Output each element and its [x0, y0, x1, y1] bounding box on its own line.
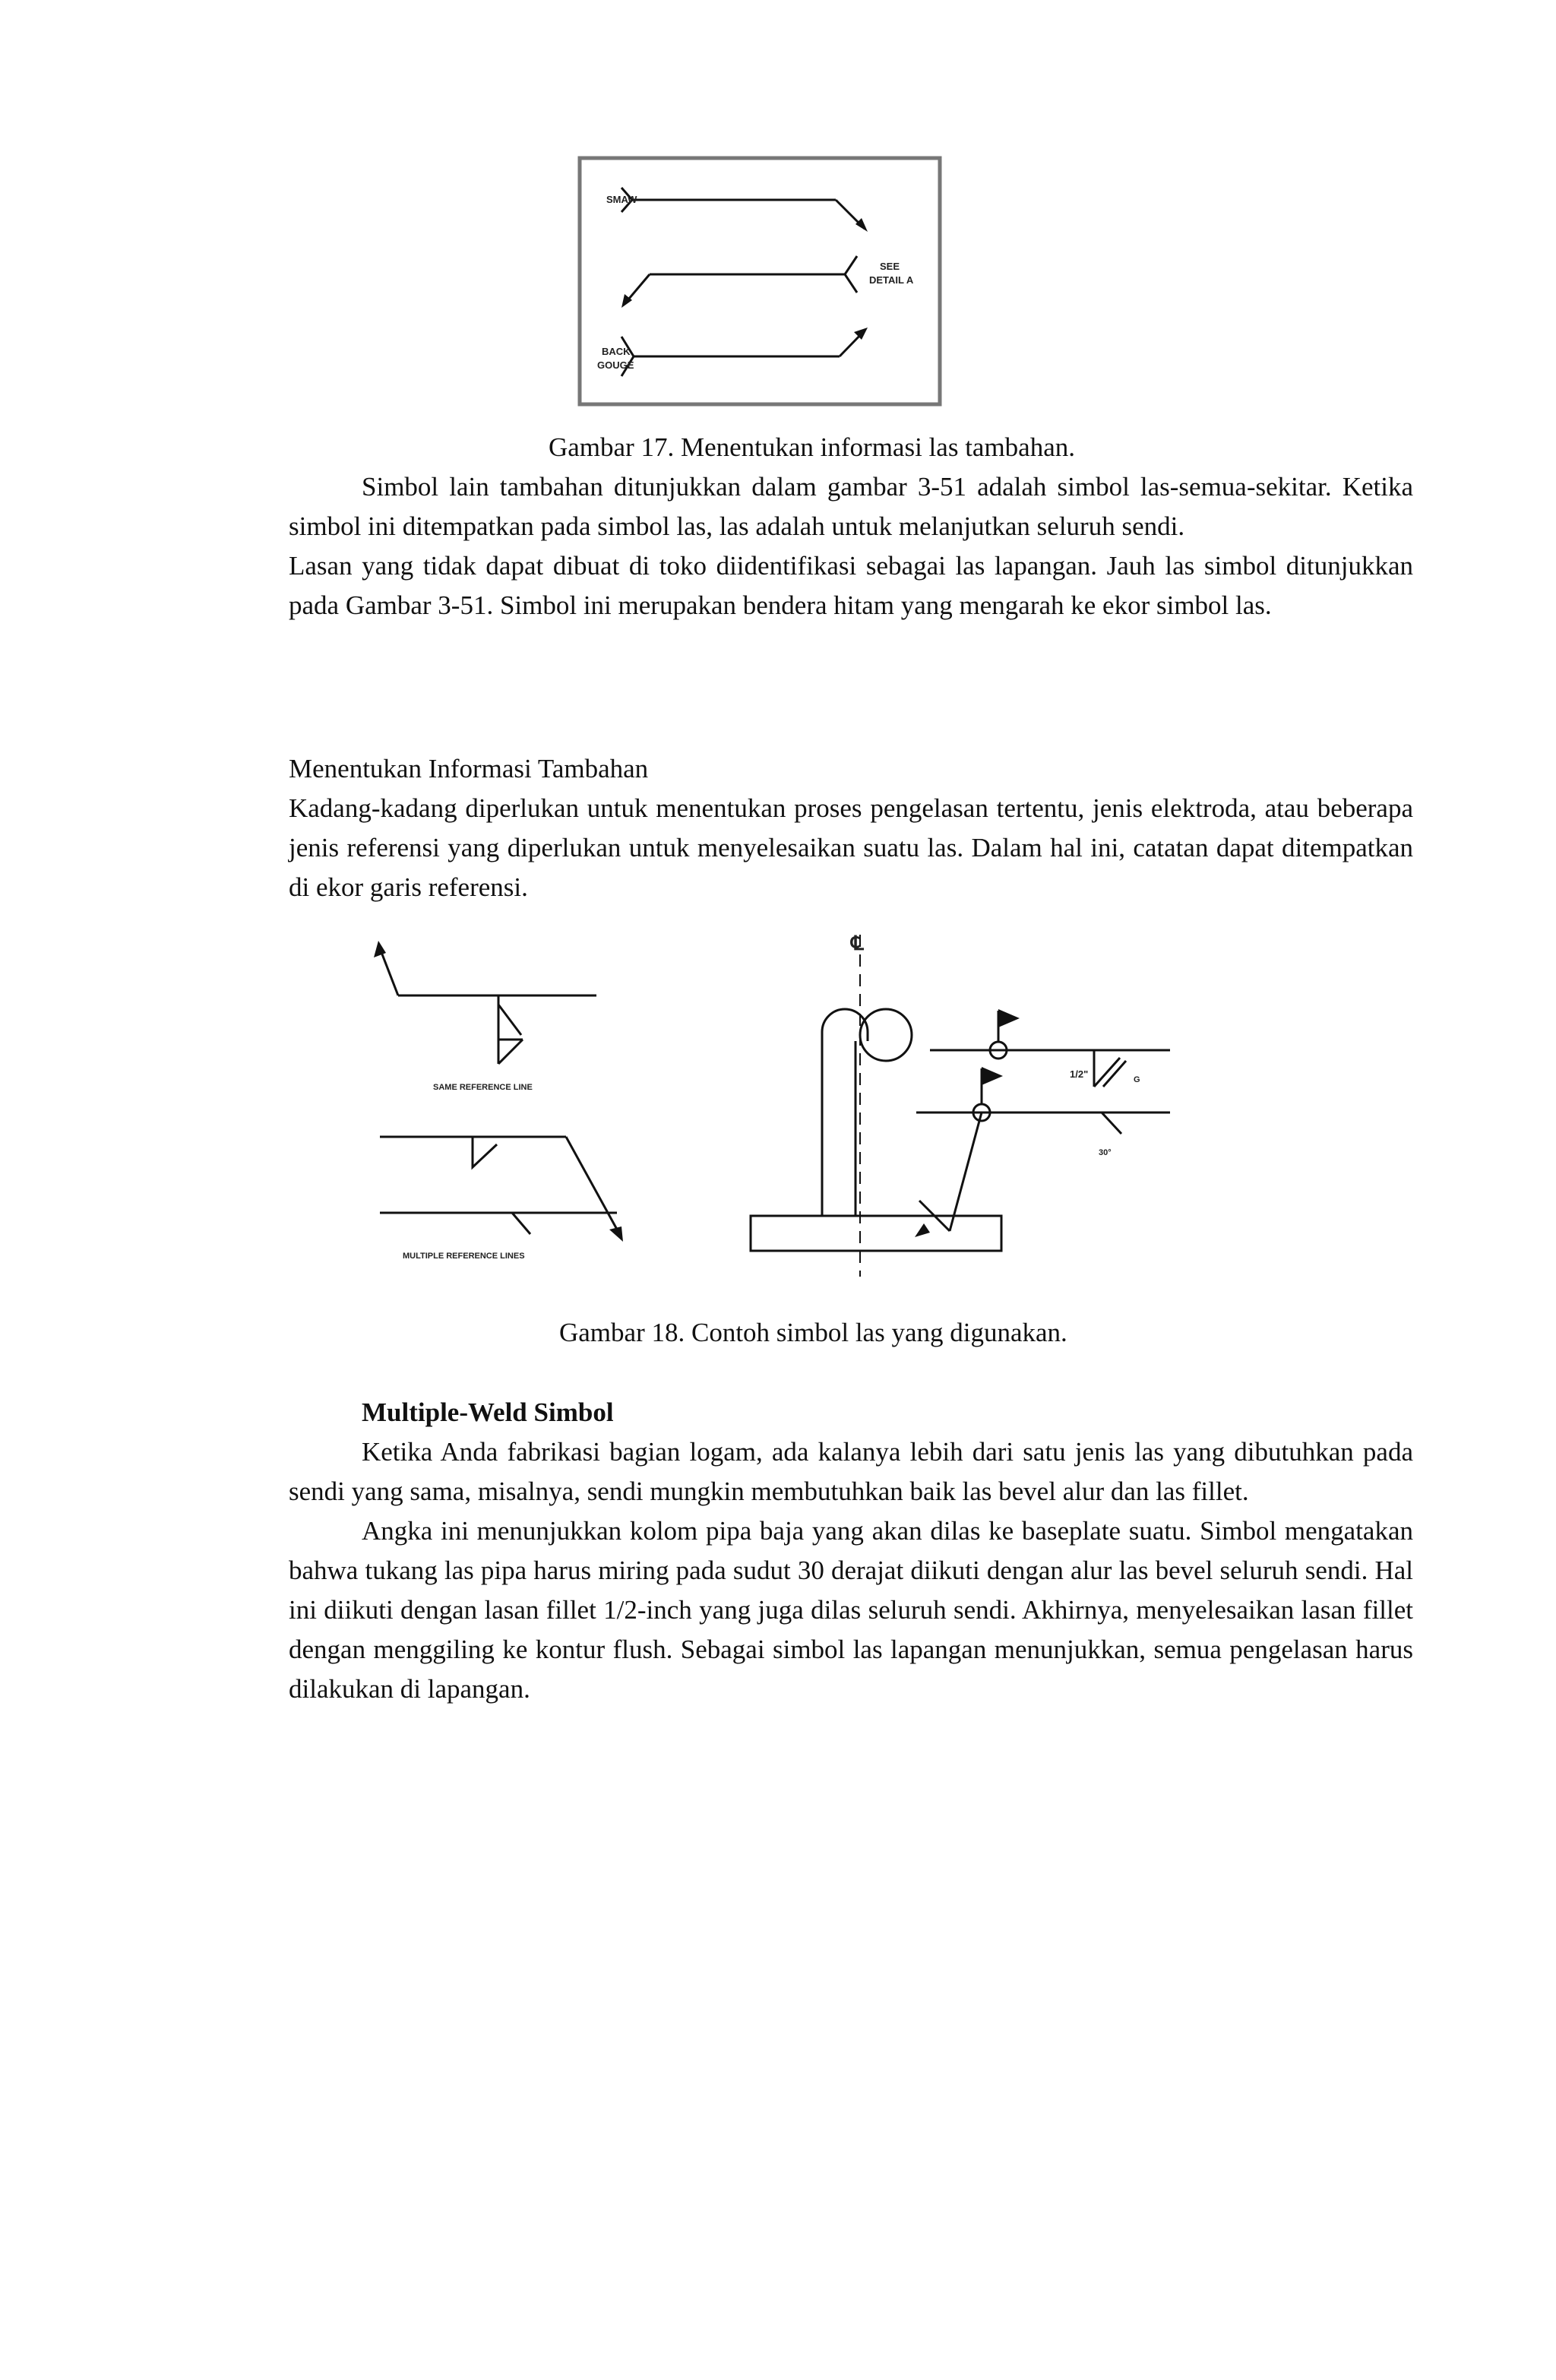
section-heading: Multiple-Weld Simbol [362, 1397, 614, 1427]
pipe-column-drawing [751, 935, 1170, 1277]
figure-18-caption: Gambar 18. Contoh simbol las yang digunakan. [559, 1318, 1067, 1347]
figure-18-drawing [365, 927, 1185, 1292]
label-smaw: SMAW [606, 194, 637, 205]
label-half-inch: 1/2" [1070, 1068, 1089, 1080]
label-multiple-reference-lines: MULTIPLE REFERENCE LINES [403, 1252, 525, 1261]
paragraph: Simbol lain tambahan ditunjukkan dalam gambar 3-51 adalah simbol las-semua-sekitar. Ketika simbol ini ditempatkan pada simbol las, las adalah untuk melanjutkan seluruh sendi. [289, 472, 1413, 541]
label-g: G [1134, 1075, 1140, 1084]
field-weld-flag-icon [982, 1067, 1003, 1085]
centerline-icon: ℄ [851, 932, 864, 954]
figure-17-drawing [577, 156, 942, 407]
paragraph: Angka ini menunjukkan kolom pipa baja yang akan dilas ke baseplate suatu. Simbol mengatakan bahwa tukang las pipa harus miring pada sudut 30 derajat diikuti dengan alur las bevel seluruh sendi. Hal ini diikuti dengan lasan fillet 1/2-inch yang juga dilas seluruh sendi. Akhirnya, menyelesaikan lasan fillet dengan menggiling ke kontur flush. Sebagai simbol las lapangan menunjukkan, semua pengelasan harus dilakukan di lapangan. [289, 1516, 1413, 1704]
label-thirty-degrees: 30° [1099, 1148, 1112, 1157]
paragraph: Lasan yang tidak dapat dibuat di toko diidentifikasi sebagai las lapangan. Jauh las simbol ditunjukkan pada Gambar 3-51. Simbol ini merupakan bendera hitam yang mengarah ke ekor simbol las. [289, 551, 1413, 620]
arrowhead [609, 1226, 623, 1242]
label-gouge: GOUGE [597, 359, 634, 371]
multiple-reference-lines-symbol [380, 1137, 620, 1235]
label-same-reference-line: SAME REFERENCE LINE [433, 1083, 533, 1092]
figure-17-caption: Gambar 17. Menentukan informasi las tambahan. [549, 432, 1075, 462]
section-heading: Menentukan Informasi Tambahan [289, 754, 649, 783]
label-detail-a: DETAIL A [869, 274, 914, 286]
figure-18 [365, 927, 1185, 1292]
section-2 [289, 749, 1413, 907]
paragraph: Ketika Anda fabrikasi bagian logam, ada kalanya lebih dari satu jenis las yang dibutuhkan pada sendi yang sama, misalnya, sendi mungkin membutuhkan baik las bevel alur dan las fillet. [289, 1437, 1413, 1506]
figure-17 [577, 156, 942, 407]
same-reference-line-symbol [380, 948, 596, 1064]
arrowhead [915, 1223, 930, 1237]
section-1 [289, 467, 1413, 625]
label-back: BACK [602, 346, 631, 357]
label-see: SEE [880, 261, 900, 272]
section-3 [289, 1393, 1413, 1709]
arrowhead [374, 941, 386, 957]
field-weld-flag-icon [998, 1009, 1020, 1027]
paragraph: Kadang-kadang diperlukan untuk menentukan proses pengelasan tertentu, jenis elektroda, atau beberapa jenis referensi yang diperlukan untuk menyelesaikan suatu las. Dalam hal ini, catatan dapat ditempatkan di ekor garis referensi. [289, 793, 1413, 902]
